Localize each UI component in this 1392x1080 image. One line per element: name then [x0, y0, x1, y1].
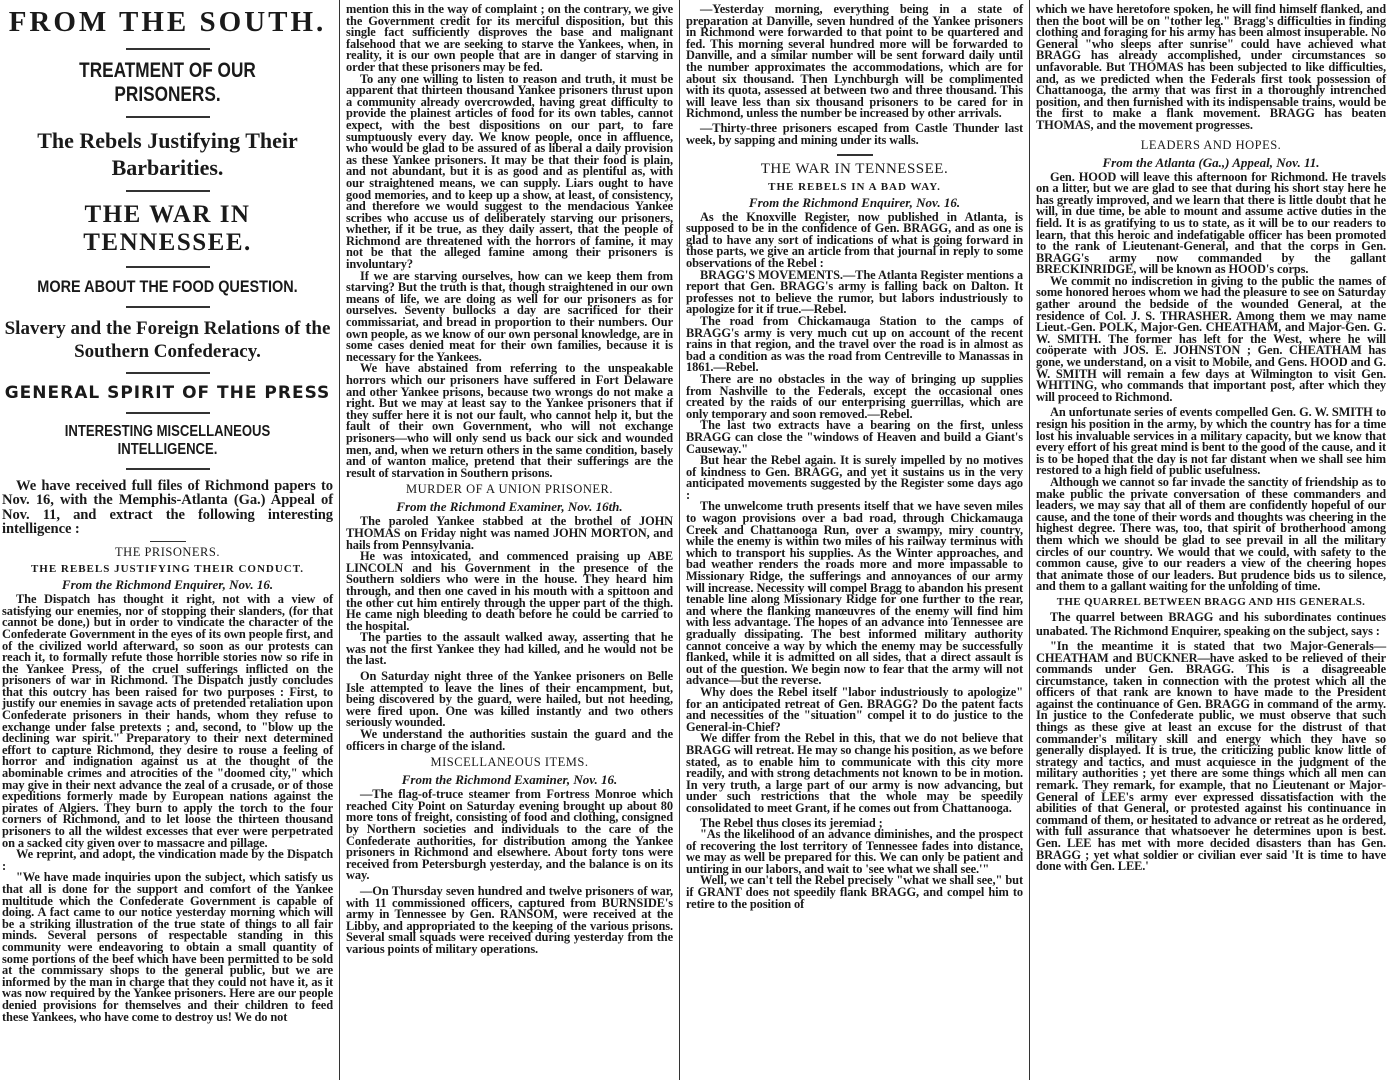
- article-paragraph: We reprint, and adopt, the vindication made by the Dispatch :: [2, 847, 333, 873]
- section-title-leaders: LEADERS AND HOPES.: [1140, 137, 1282, 152]
- article-paragraph: "We have made inquiries upon the subject, which satisfy us that all is done for the support and comfort of the Yankee multitude which the Confederate Government is capable of doing. A fact came to our notice yesterday morning which will be a striking illustration of the true state of things to all fair minds. Several persons of respectable standing in this community were endeavoring to obtain a small quantity of some portions of the beef which have been permitted to be sold at the commissary shops to the general public, but we are informed by the man in charge that they could not have it, as it was now required by the Yankee prisoners. Here are our people denied provisions for themselves and their children to feed these Yankees, who have come to destroy us! We do not: [2, 870, 333, 1024]
- article-paragraph: The Rebel thus closes its jeremiad ;: [700, 815, 883, 830]
- article-paragraph: There are no obstacles in the way of bringing up supplies from Nashville to the Federals, except the occasional ones created by the raids of our enterprising guerrillas, which are only temporary and soon removed.—Rebel.: [686, 371, 1023, 421]
- article-paragraph: We commit no indiscretion in giving to the public the names of some honored heroes whom we had the pleasure to see on Saturday gather around the bedside of the wounded General, at the residence of Col. J. S. THRASHER. Among them we may name Lieut.-Gen. POLK, Major-Gen. CHEATHAM, and Major-Gen. G. W. SMITH. The former has left for the West, where he will coöperate with JOS. E. JOHNSTON ; Gen. CHEATHAM has gone, we understand, on a visit to Mobile, and Gens. HOOD and G. W. SMITH will remain a few days at Wilmington to visit Gen. WHITING, who commands that important post, after which they will proceed to Richmond.: [1036, 273, 1386, 404]
- article-paragraph: But hear the Rebel again. It is surely impelled by no motives of kindness to Gen. BRAGG, and yet it sustains us in the very anticipated movements suggested by the Register some days ago :: [686, 453, 1023, 502]
- article-paragraph: BRAGG'S MOVEMENTS.—The Atlanta Register mentions a report that Gen. BRAGG's army is falling back on Dalton. It professes not to believe the rumor, but labors industriously to apologize for it if true.—Rebel.: [686, 267, 1023, 317]
- source-line: From the Richmond Examiner, Nov. 16th.: [396, 499, 623, 515]
- article-paragraph: Well, we can't tell the Rebel precisely "what we shall see," but if GRANT does not speedily flank BRAGG, and compel him to retire to the position of: [686, 873, 1023, 911]
- headline-war-tennessee: THE WAR IN TENNESSEE.: [83, 201, 252, 256]
- subsection-title: THE REBELS IN A BAD WAY.: [768, 180, 941, 193]
- divider: [126, 412, 210, 414]
- article-paragraph: On Saturday night three of the Yankee prisoners on Belle Isle attempted to leave the lines of their encampment, but, being discovered by the guard, were hailed, but not heeding, were fired upon. One was killed instantly and two others seriously wounded.: [346, 669, 673, 730]
- article-paragraph: —Yesterday morning, everything being in a state of preparation at Danville, seven hundred of the Yankee prisoners in Richmond were forwarded to that point to be quartered and fed. This morning several hundred more will be forwarded to Danville, and a similar number will be sent forward daily until the number approximates the accommodations, which are for about six thousand. Then Lynchburgh will be complimented with its quota, assessed at between two and three thousand. This will leave less than six thousand prisoners to be cared for in Richmond, unless the number be increased by other arrivals.: [686, 2, 1023, 121]
- divider: [126, 266, 210, 268]
- article-paragraph: The Dispatch has thought it right, not with a view of satisfying our enemies, nor of stopping their slanders, (for that cannot be done,) but in order to vindicate the character of the Confederate Government in the eyes of its own people first, and of the civilized world afterward, so soon as our protests can reach it, to formally refute those horrible stories now so rife in the Yankee Press, of the cruel sufferings inflicted on the prisoners of war in Richmond. The Dispatch justly concludes that this outcry has been raised for two purposes : First, to justify our enemies in savage acts of pretended retaliation upon Confederate prisoners in their hands, whom they refuse to exchange under false pretexts ; and, second, to "blow up the declining war spirit." Preparatory to their next determined effort to capture Richmond, they desire to rouse a feeling of horror and indignation against us at the thought of the abominable crimes and atrocities of the "doomed city," which may give in their next advance the zeal of a crusade, or of those expeditions formerly made by European nations against the pirates of Algiers. They burn to apply the torch to the four corners of Richmond, and to let loose the thirteen thousand prisoners to all the wildest excesses that ever were perpetrated on a sacked city given over to massacre and pillage.: [2, 592, 333, 850]
- article-paragraph: We have abstained from referring to the unspeakable horrors which our prisoners have suffered in Fort Delaware and other Yankee prisons, because two wrongs do not make a right. But we may at least say to the Yankee prisoners that if they suffer here it is not our fault, who cannot help it, but the fault of their own Government, who will not exchange prisoners—who will only send us back our sick and wounded men, and, when we return others in the same condition, basely and of wanton malice, pretend that their sufferings are the result of starvation in Southern prisons.: [346, 361, 673, 480]
- divider: [150, 541, 186, 543]
- source-line: From the Richmond Examiner, Nov. 16.: [401, 772, 618, 788]
- section-title-misc: MISCELLANEOUS ITEMS.: [430, 755, 589, 770]
- divider: [126, 116, 210, 118]
- article-paragraph: The quarrel between BRAGG and his subordinates continues unabated. The Richmond Enquirer, speaking on the subject, says :: [1036, 609, 1386, 638]
- article-paragraph: which we have heretofore spoken, he will find himself flanked, and then the boot will be on "tother leg." Bragg's difficulties in finding clothing and foraging for his army has been almost insuperable. No General "who sleeps after sunrise" could have achieved what BRAGG has already accomplished, under circumstances so unfavorable. But THOMAS has been subjected to like difficulties, and, as we predicted when the Federals first took possession of Chattanooga, the army that was first in a thoroughly intrenched position, and then furnished with its indispensable trains, would be the first to make a flank movement. BRAGG has beaten THOMAS, and the movement progresses.: [1036, 2, 1386, 132]
- article-paragraph: The paroled Yankee stabbed at the brothel of JOHN THOMAS on Friday night was named JOHN MORTON, and hails from Pennsylvania.: [346, 514, 673, 552]
- article-paragraph: As the Knoxville Register, now published in Atlanta, is supposed to be in the confidence of Gen. BRAGG, and as one is glad to have any sort of indications of what is going forward in those parts, we give an article from that journal in reply to some observations of the Rebel :: [686, 209, 1023, 270]
- divider: [126, 372, 210, 374]
- article-paragraph: Gen. HOOD will leave this afternoon for Richmond. He travels on a litter, but we are glad to see that during his short stay here he has greatly improved, and we learn that there is little doubt that he will, in due time, be able to mount and assume active duties in the field. It is as gratifying to us to state, as it will be to our readers to learn, that this heroic and indefatigable officer has been promoted to the rank of Lieutenant-General, and that the corps in Gen. BRAGG's army now commanded by the gallant BRECKINRIDGE, will be known as HOOD's corps.: [1036, 169, 1386, 277]
- section-title-prisoners: THE PRISONERS.: [115, 545, 220, 560]
- divider: [126, 468, 210, 470]
- article-paragraph: "In the meantime it is stated that two Major-Generals—CHEATHAM and BUCKNER—have asked to be relieved of their commands under Gen. BRAGG. This is a disagreeable circumstance, taken in connection with the protest which all the officers of that rank are known to have made to the President against the continuance of Gen. BRAGG in command of the army. In justice to the Confederate public, we must observe that such things as these give at least an excuse for the distrust of that commander's military skill and energy which they have so generally displayed. It is true, the criticizing public know little of strategy and tactics, and must acquiesce in the judgment of the military authorities ; yet there are some things which all men can remark. They remark, for example, that no Lieutenant or Major-General of LEE's army ever expressed dissatisfaction with the abilities of that General, or protested against his continuance in command of them, or hesitated to advance or retreat as he ordered, with full assurance that whatsoever he determines upon is best. Gen. LEE has met with more decided disasters than has Gen. BRAGG ; yet what soldier or civilian ever said 'It is time to have done with Gen. LEE.': [1036, 638, 1386, 874]
- article-paragraph: We understand the authorities sustain the guard and the officers in charge of the island.: [346, 727, 673, 753]
- article-paragraph: The unwelcome truth presents itself that we have seven miles to wagon provisions over a bad road, through Chickamauga Creek and Chattanooga Run, over a swampy, miry country, while the enemy is within two miles of his railway terminus with which to transport his supplies. As the Winter approaches, and bad weather renders the roads more and more impassable to Missionary Ridge, the sufferings and annoyances of our army will increase. Necessity will compel Bragg to abandon his present tenable line along Missionary Ridge for one further to the rear, and where the flanking manœuvres of the enemy will find him with less advantage. The hopes of an advance into Tennessee are gradually dissipating. The best informed military authority cannot conceive a way by which the enemy may be successfully flanked, while it is admitted on all sides, that a direct assault is out of the question. We begin now to fear that the army will not advance—but the reverse.: [686, 499, 1023, 688]
- article-paragraph: Although we cannot so far invade the sanctity of friendship as to make public the private conversation of these commanders and leaders, we may say that all of them are confidently hopeful of our cause, and the tone of their words and thoughts was cheering in the highest degree. There was, too, that spirit of brotherhood among them which we should be glad to see prevail in all the military circles of our country. We would that we could, with safety to the common cause, give to our readers a view of the cheering hopes that animate those of our leaders. But prudence bids us to silence, and them to a gallant waiting for the unfolding of time.: [1036, 474, 1386, 594]
- article-paragraph: —The flag-of-truce steamer from Fortress Monroe which reached City Point on Saturday evening brought up about 80 more tons of freight, consisting of food and clothing, consigned by Northern societies and individuals to the care of the Confederate authorities, for distribution among the Yankee prisoners in Richmond and elsewhere. About forty tons were received from Petersburgh yesterday, and the balance is on its way.: [346, 787, 673, 883]
- headline-prisoners: TREATMENT OF OUR PRISONERS.: [79, 59, 256, 106]
- article-paragraph: The parties to the assault walked away, asserting that he was not the first Yankee they had killed, and he would not be the last.: [346, 630, 673, 668]
- headline-spirit-press: GENERAL SPIRIT OF THE PRESS: [4, 383, 331, 403]
- article-paragraph: To any one willing to listen to reason and truth, it must be apparent that thirteen thousand Yankee prisoners thrust upon a community already overcrowded, having great difficulty to provide the plainest articles of food for its own tables, cannot expect, with the best dispositions on our part, to fare sumptuously every day. We know people, once in affluence, who would be glad to be assured of as liberal a daily provision as these Yankee prisoners. It may be that their food is plain, and not abundant, but it is as good and as plentiful as, with our straightened means, we can supply. Liars ought to have good memories, and to keep up a show, at least, of consistency, and therefore we would suggest to the mendacious Yankee scribes who accuse us of deliberately starving our prisoners, whether, if it be true, as they daily assert, that the people of Richmond are threatened with the horrors of famine, it may not be that the alleged famine among their prisoners is involuntary?: [346, 71, 673, 272]
- column-4: [1030, 0, 1392, 1080]
- divider: [126, 48, 210, 50]
- article-paragraph: mention this in the way of complaint ; on the contrary, we give the Government credit for its merciful disposition, but this single fact sufficiently disproves the base and malignant falsehood that we are seeking to starve the Yankees, when, in reality, it is our own people that are in danger of starving in order that these prisoners may be fed.: [346, 2, 673, 74]
- article-paragraph: The last two extracts have a bearing on the first, unless BRAGG can close the "windows of Heaven and build a Giant's Causeway.": [686, 418, 1023, 456]
- source-line: From the Richmond Enquirer, Nov. 16.: [61, 577, 274, 593]
- divider: [837, 154, 873, 156]
- article-paragraph: —Thirty-three prisoners escaped from Castle Thunder last week, by sapping and mining under its walls.: [686, 120, 1023, 147]
- section-title-quarrel: THE QUARREL BETWEEN BRAGG AND HIS GENERALS.: [1056, 595, 1366, 608]
- divider: [126, 190, 210, 192]
- headline-barbarities: The Rebels Justifying Their Barbarities.: [37, 128, 298, 180]
- column-3: [680, 0, 1030, 1080]
- source-line: From the Atlanta (Ga.,) Appeal, Nov. 11.: [1102, 154, 1320, 170]
- section-title-war-tennessee: THE WAR IN TENNESSEE.: [760, 160, 949, 177]
- headline-food-question: MORE ABOUT THE FOOD QUESTION.: [37, 277, 298, 296]
- article-paragraph: Why does the Rebel itself "labor industriously to apologize" for an anticipated retreat of Gen. BRAGG? Do the patent facts and necessities of the "situation" compel it to do justice to the General-in-Chief?: [686, 684, 1023, 734]
- article-paragraph: —On Thursday seven hundred and twelve prisoners of war, with 11 commissioned officers, captured from BURNSIDE's army in Tennessee by Gen. RANSOM, were received at the Libby, and appropriated to the keeping of the various prisons. Several small squads were received during yesterday from the various points of military operations.: [346, 883, 673, 956]
- divider: [126, 306, 210, 308]
- article-paragraph: If we are starving ourselves, how can we keep them from starving? But the truth is that, though straightened in our own means of life, we are doing as well for our prisoners as for ourselves. Seventy bullocks a day are sacrificed for their commissariat, and bread in proportion to their numbers. Our own people, as we know of our own personal knowledge, are in some cases denied meat for their own families, because it is necessary for the Yankees.: [346, 268, 673, 364]
- headline-slavery: Slavery and the Foreign Relations of the Southern Confederacy.: [4, 318, 331, 362]
- column-2: [340, 0, 680, 1080]
- article-paragraph: An unfortunate series of events compelled Gen. G. W. SMITH to resign his position in the army, by which the country has for a time lost his invaluable services in a military capacity, but we know that every effort of his great mind is bent to the good of the cause, and it is to be hoped that the day is not far distant when we shall see him restored to a high field of public usefulness.: [1036, 405, 1386, 478]
- intro-paragraph: We have received full files of Richmond papers to Nov. 16, with the Memphis-Atlanta (Ga.) Appeal of Nov. 11, and extract the following interesting intelligence :: [2, 478, 333, 538]
- article-paragraph: The road from Chickamauga Station to the camps of BRAGG's army is very much cut up on account of the recent rains in that region, and the travel over the road is in almost as bad a condition as was the road from Centreville to Manassas in 1861.—Rebel.: [686, 313, 1023, 375]
- headline-misc-intelligence: INTERESTING MISCELLANEOUS INTELLIGENCE.: [64, 423, 271, 458]
- article-paragraph: "As the likelihood of an advance diminishes, and the prospect of recovering the lost territory of Tennessee fades into distance, we may as well be prepared for this. We can only be patient and untiring in our labors, and wait to 'see what we shall see.'": [686, 827, 1023, 876]
- column-1: [0, 0, 340, 1080]
- article-paragraph: He was intoxicated, and commenced praising up ABE LINCOLN and his Government in the presence of the Southern soldiers who were in the house. They heard him through, and then one caved in his mouth with a spittoon and the other cut him entirely through the upper part of the thigh. He came nigh bleeding to death before he could be carried to the hospital.: [346, 549, 673, 633]
- article-paragraph: We differ from the Rebel in this, that we do not believe that BRAGG will retreat. He may so change his position, as we before stated, as to enable him to communicate with this city more readily, and with strong detachments not known to be in motion. In very truth, a large part of our army is now advancing, but under such restrictions that the whole may be speedily consolidated to meet Grant, if he comes out from Chattanooga.: [686, 731, 1023, 815]
- section-title-murder: MURDER OF A UNION PRISONER.: [406, 482, 613, 497]
- headline-main: FROM THE SOUTH.: [8, 6, 327, 38]
- subsection-title: THE REBELS JUSTIFYING THEIR CONDUCT.: [30, 563, 305, 576]
- source-line: From the Richmond Enquirer, Nov. 16.: [748, 194, 961, 210]
